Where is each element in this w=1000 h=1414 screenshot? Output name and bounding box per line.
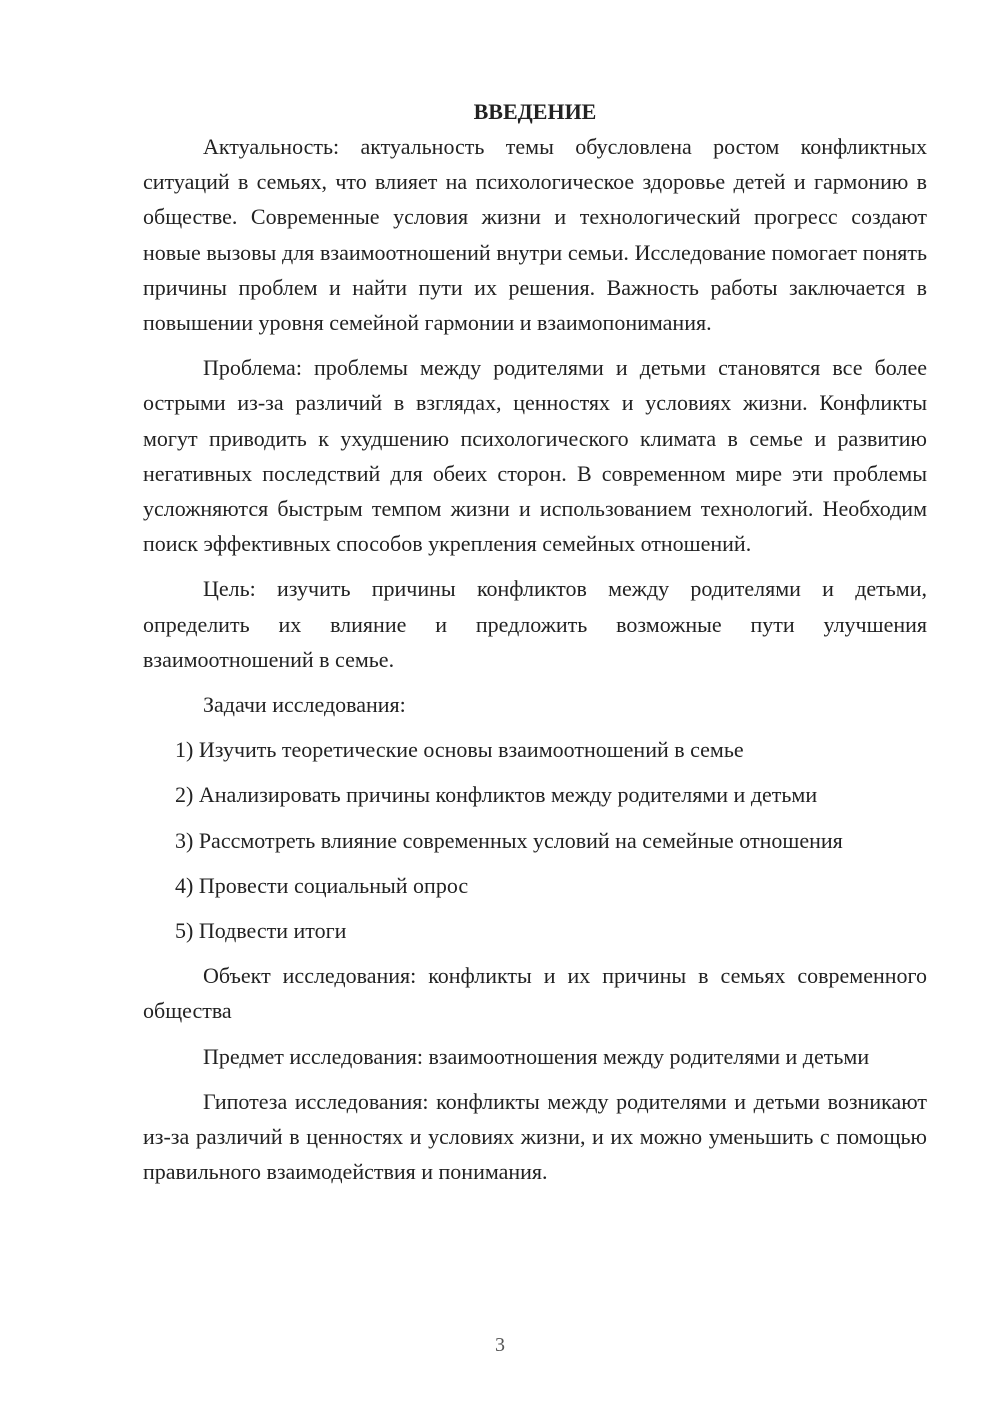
task-item: 3) Рассмотреть влияние современных условий на семейные отношения xyxy=(175,827,843,853)
paragraph-subject: Предмет исследования: взаимоотношения между родителями и детьми xyxy=(203,1043,870,1069)
task-item: 2) Анализировать причины конфликтов между родителями и детьми xyxy=(175,782,818,808)
paragraph-hypothesis: Гипотеза исследования: конфликты между родителями и детьми возникают из-за различий в ценностях и условиях жизни, и их можно уменьшить с помощью правильного взаимодействия и понимания. xyxy=(143,1088,927,1185)
task-list xyxy=(143,732,927,948)
paragraph-object: Объект исследования: конфликты и их причины в семьях современного общества xyxy=(143,963,927,1024)
paragraph-goal: Цель: изучить причины конфликтов между родителями и детьми, определить их влияние и предложить возможные пути улучшения взаимоотношений в семье. xyxy=(143,576,927,672)
page-content xyxy=(143,94,927,1199)
task-item: 1) Изучить теоретические основы взаимоотношений в семье xyxy=(175,737,744,763)
tasks-heading: Задачи исследования: xyxy=(203,692,406,718)
paragraph-problem: Проблема: проблемы между родителями и детьми становятся все более острыми из-за различий в взглядах, ценностях и условиях жизни. Конфликты могут приводить к ухудшению психологического климата в семье и развитию негативных последствий для обеих сторон. В современном мире эти проблемы усложняются быстрым темпом жизни и использованием технологий. Необходим поиск эффективных способов укрепления семейных отношений. xyxy=(143,355,927,557)
paragraph-relevance: Актуальность: актуальность темы обусловлена ростом конфликтных ситуаций в семьях, что влияет на психологическое здоровье детей и гармонию в обществе. Современные условия жизни и технологический прогресс создают новые вызовы для взаимоотношений внутри семьи. Исследование помогает понять причины проблем и найти пути их решения. Важность работы заключается в повышении уровня семейной гармонии и взаимопонимания. xyxy=(143,134,927,336)
task-item: 4) Провести социальный опрос xyxy=(175,872,469,898)
page-number: 3 xyxy=(495,1334,505,1356)
page-title: ВВЕДЕНИЕ xyxy=(473,99,597,124)
task-item: 5) Подвести итоги xyxy=(175,918,347,944)
